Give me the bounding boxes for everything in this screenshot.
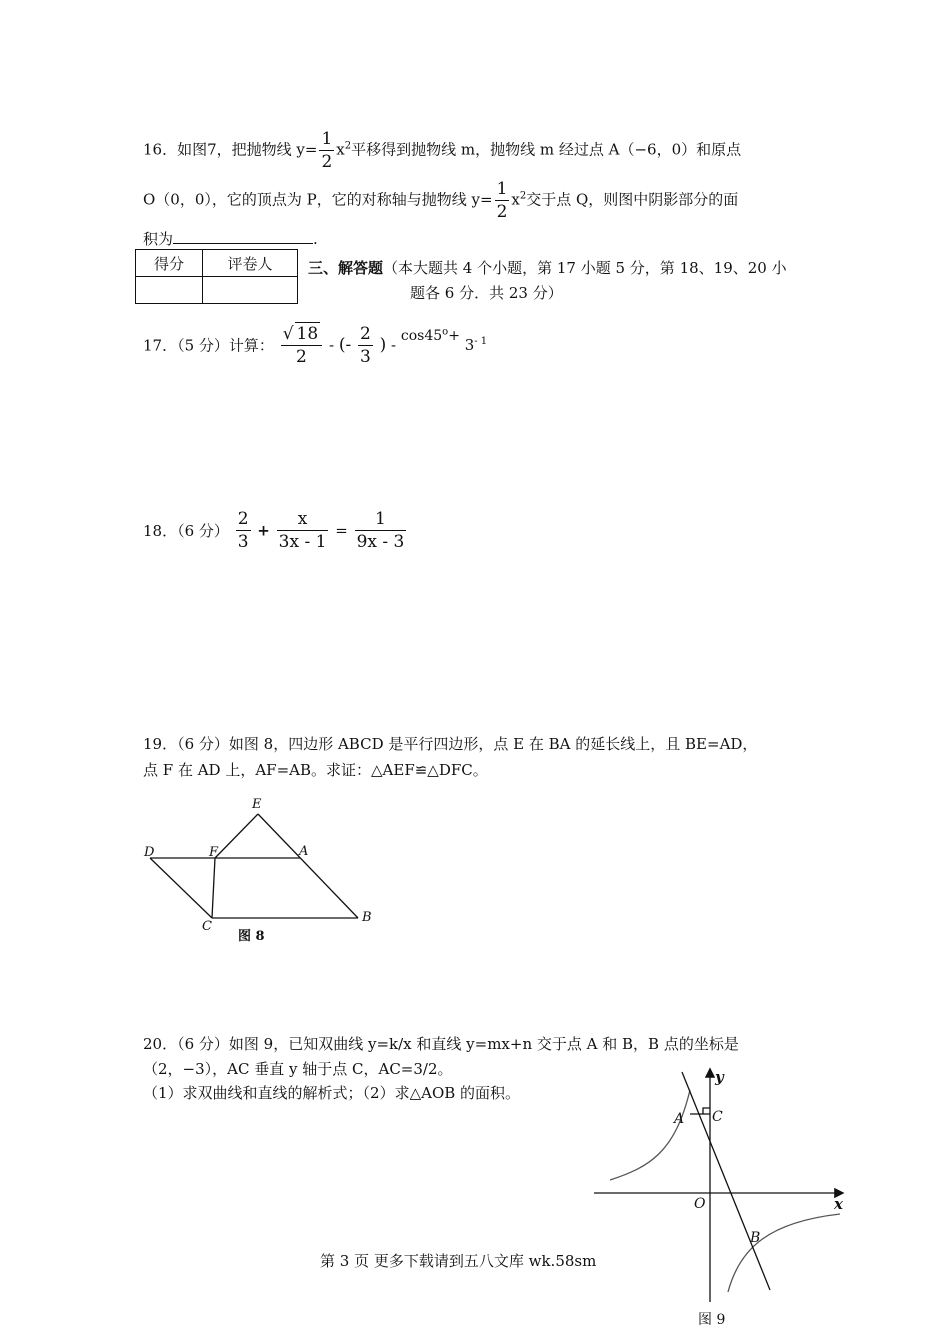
q18-plus: + [257, 521, 270, 540]
q17-minus1: - [328, 336, 335, 354]
segment-DC [150, 858, 212, 918]
section3-desc1: （本大题共 4 个小题，第 17 小题 5 分，第 18、19、20 小 [383, 259, 787, 277]
q18-fraction-2: $\frac{x}{3x - 1}$ [278, 509, 327, 552]
q17-deg: o [442, 326, 449, 337]
segment-FC [212, 858, 215, 918]
hyperbola-left-branch [610, 1090, 690, 1180]
q16-text-b: 平移得到抛物线 m，抛物线 m 经过点 A（−6，0）和原点 [351, 140, 742, 159]
score-header: 得分 [136, 250, 203, 277]
hyperbola-right-branch [728, 1214, 840, 1292]
grader-cell[interactable] [203, 277, 298, 304]
q19-line1: 19．（6 分）如图 8，四边形 ABCD 是平行四边形，点 E 在 BA 的延长线上，且 BE=AD， [143, 735, 758, 753]
q17-three-group [465, 336, 487, 354]
q17-plus: + [448, 327, 460, 344]
label-A9: A [674, 1111, 685, 1127]
q18-eq: = [335, 521, 348, 540]
label-O: O [694, 1196, 706, 1212]
q20-line3: （1）求双曲线和直线的解析式；（2）求△AOB 的面积。 [143, 1084, 521, 1102]
page-footer: 第 3 页 更多下载请到五八文库 wk.58sm [320, 1252, 597, 1270]
q17-minus2: - [391, 336, 397, 354]
q16-text-e: 积为 [143, 230, 174, 248]
q16-number: 16． [143, 140, 178, 159]
label-B: B [362, 910, 372, 925]
q17-neg-exp: - 1 [474, 336, 488, 347]
q17-cos-group [401, 328, 460, 344]
q18-fraction-3: $\frac{1}{9x - 3}$ [356, 509, 405, 552]
q18-label: 18．（6 分） [143, 522, 229, 540]
q18 [143, 508, 408, 553]
q17-fraction-2: $\frac{2}{3}$ [359, 323, 371, 367]
label-y: y [715, 1068, 724, 1086]
q16-x-2: x [511, 190, 520, 209]
section3-line1 [308, 257, 787, 278]
q16-line1 [143, 128, 741, 173]
q16-line3 [143, 228, 318, 249]
label-C9: C [712, 1109, 723, 1125]
q20-line1: 20．（6 分）如图 9，已知双曲线 y=k/x 和直线 y=mx+n 交于点 A 和 B，B 点的坐标是 [143, 1035, 739, 1053]
q17-three: 3 [464, 336, 475, 354]
label-B9: B [750, 1230, 761, 1246]
figure-9 [590, 1062, 860, 1332]
figure-9-caption: 图 9 [698, 1312, 726, 1328]
q16-text-c: O（0，0），它的顶点为 P，它的对称轴与抛物线 y= [143, 190, 493, 209]
section3-title: 三、解答题 [308, 259, 384, 277]
label-E: E [252, 797, 262, 812]
label-C: C [202, 919, 212, 934]
score-cell[interactable] [136, 277, 203, 304]
label-A: A [299, 844, 309, 859]
q17-lparen: (- [338, 335, 352, 355]
q19-line2: 点 F 在 AD 上，AF=AB。求证：△AEF≌△DFC。 [143, 761, 488, 779]
grader-header: 评卷人 [203, 250, 298, 277]
q16-text-d: 交于点 Q，则图中阴影部分的面 [526, 190, 739, 209]
q16-x: x [336, 140, 345, 159]
q16-text-a: 如图7，把抛物线 y= [177, 140, 318, 159]
q16-period: . [313, 230, 318, 248]
q17-rparen: ) [379, 335, 387, 355]
section3-desc2: 题各 6 分．共 23 分） [410, 284, 563, 302]
segment-EF [215, 814, 258, 858]
q16-exponent-2: 2 [519, 190, 527, 202]
q18-fraction-1: $\frac{2}{3}$ [237, 509, 249, 552]
label-F: F [209, 845, 219, 860]
q17-label: 17．（5 分）计算： [143, 336, 274, 355]
q16-exponent: 2 [344, 140, 352, 152]
score-table [135, 249, 298, 304]
segment-BE [258, 814, 358, 918]
q20-line2: （2，−3），AC 垂直 y 轴于点 C，AC=3/2。 [143, 1060, 453, 1078]
label-D: D [144, 845, 155, 860]
q17 [143, 322, 487, 368]
answer-blank[interactable] [173, 229, 313, 244]
q16-fraction-2: $\frac{1}{2}$ [496, 179, 508, 222]
figure-8 [130, 790, 390, 950]
q16-line2 [143, 178, 738, 223]
q16-fraction-1: $\frac{1}{2}$ [321, 129, 333, 172]
line-AB [682, 1072, 770, 1290]
right-angle-mark [703, 1108, 710, 1114]
q17-cos: cos45 [400, 327, 443, 344]
label-x: x [834, 1195, 843, 1213]
q17-fraction-sqrt: $\frac{√ 18}{2}$ [281, 322, 322, 368]
figure-8-caption: 图 8 [238, 929, 265, 944]
